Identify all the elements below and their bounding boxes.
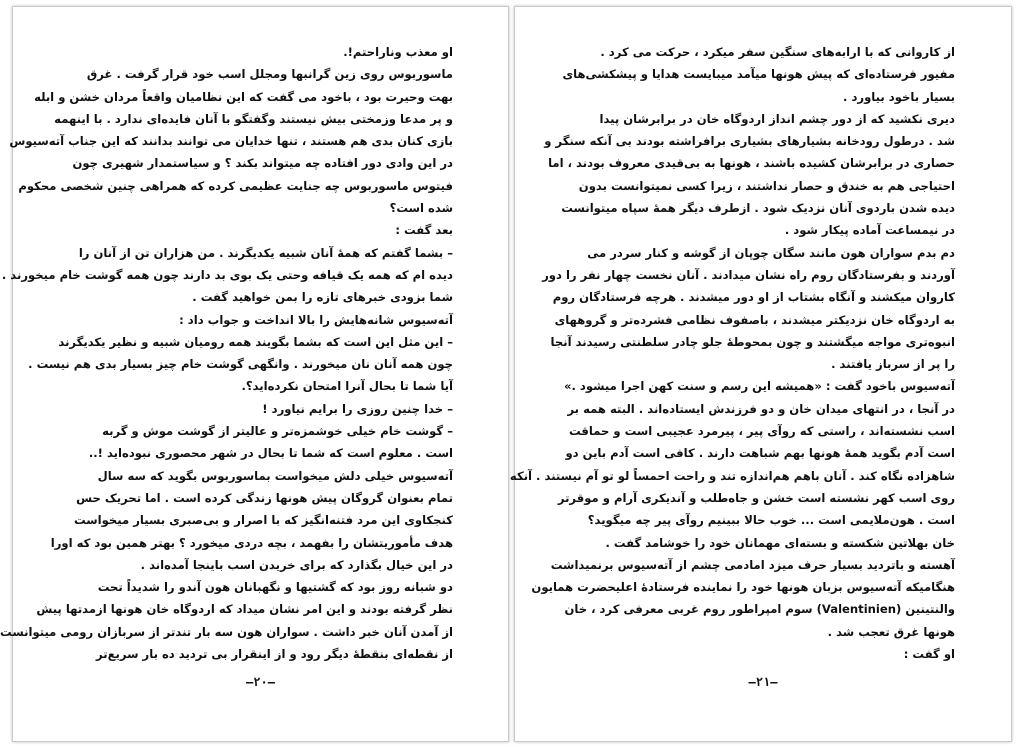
- text-line: در آنجا ، در انتهای میدان خان و دو فرزندش ایستاده‌اند . البته همه بر: [567, 401, 955, 416]
- text-line: او گفت :: [903, 647, 955, 662]
- left-page-text: [0, 41, 453, 671]
- text-line: حصاری در برابرشان کشیده باشند ، هونها به بی‌قیدی معروف بودند ، اما: [548, 156, 955, 171]
- text-line: چون همه آنان نان میخورند . وانگهی گوشت خام چیز بسیار بدی هم نیست .: [28, 357, 453, 372]
- text-line: در نیمساعت آماده پیکار شود .: [784, 223, 955, 238]
- text-line: است آدم بگوید همهٔ هونها بهم شباهت دارند . کافی است آدم باین دو: [565, 446, 955, 461]
- text-line: روی اسب کهر نشسته است خشن و جاه‌طلب و آندیکری آرام و موقرتر: [557, 490, 955, 505]
- text-line: شده است؟: [389, 201, 453, 216]
- text-line: هنگامیکه آته‌سیوس بزبان هونها خود را نماینده فرستادهٔ اعلیحضرت همایون: [531, 580, 955, 595]
- text-line: – بشما گفتم که همهٔ آنان شبیه یکدیگرند . من هزاران تن از آنان را: [78, 245, 453, 260]
- text-line: شد . درطول رودخانه بشیارهای بشیاری برافراشته بودند بی آنکه سنگر و: [544, 134, 955, 149]
- right-page-text: [509, 41, 955, 671]
- text-line: آیا شما تا بحال آنرا امتحان نکرده‌اید؟.: [241, 379, 453, 394]
- text-line: آوردند و بفرستادگان روم راه نشان میدادند . آنان نخست چهار نفر را دور: [542, 267, 955, 282]
- text-line: را پر از سرباز یافتند .: [831, 357, 955, 372]
- text-line: در این وادی دور افتاده چه میتواند بکند ؟ و سیاستمدار شهیری چون: [72, 156, 453, 171]
- text-line: در این خیال بگذارد که برای خریدن اسب باینجا آمده‌اند .: [140, 557, 453, 572]
- text-line: آهسته و باتردید بسیار حرف میزد امادمی چشم از آته‌سیوس برنمیداشت: [550, 557, 955, 572]
- text-line: دیده ام که همه یک قیافه وحتی یک بوی بد دارند چون همه گوشت خام میخورند .: [1, 267, 453, 282]
- text-line: از نقطه‌ای بنقطهٔ دیگر رود و از اینقرار بی تردید ده بار سریع‌تر: [96, 647, 453, 662]
- text-line: کاروان میکشند و آنگاه بشتاب از او دور میشدند . هرچه فرستادگان روم: [552, 290, 955, 305]
- text-line: – خدا چنین روزی را برایم نیاورد !: [262, 401, 453, 416]
- text-line: نظر گرفته بودند و این امر نشان میداد که اردوگاه خان هونها ازمدتها پیش: [36, 602, 453, 617]
- left-page-number: –٢٠–: [246, 675, 275, 689]
- text-line: بعد گفت :: [395, 223, 453, 238]
- text-line: دیری نکشید که از دور چشم انداز اردوگاه خان در برابرشان پیدا: [599, 111, 955, 126]
- text-line: – این مثل این است که بشما بگویند همه رومیان شبیه و نظیر یکدیگرند: [58, 334, 453, 349]
- text-line: و پر مدعا وزمختی بیش نیستند وگفتگو با آنان فایده‌ای ندارد . با اینهمه: [54, 111, 453, 126]
- text-line: احتیاجی هم به خندق و حصار نداشتند ، زیرا کسی نمیتوانست بدون: [578, 178, 955, 193]
- text-line: هونها غرق تعجب شد .: [827, 624, 955, 639]
- text-line: شاهزاده نگاه کند . آنان باهم هم‌اندازه تند و راحت احمساً لو تو آم نیستند . آنکه: [509, 468, 955, 483]
- text-line: دم بدم سواران هون مانند سگان چوپان از گوشه و کنار سردر می: [587, 245, 955, 260]
- text-line: دیده شدن باردوی آنان نزدیک شود . ازطرف دیگر همهٔ سپاه میتوانست: [561, 201, 955, 216]
- text-line: او معذب وناراحتم!.: [343, 45, 453, 59]
- text-line: به اردوگاه خان نزدیکتر میشدند ، باصفوف نظامی فشرده‌تر و گروههای: [554, 312, 955, 327]
- text-line: انبوه‌تری مواجه میگشتند و چون بمحوطهٔ جلو چادر سلطنتی رسیدند آنجا: [550, 334, 955, 349]
- text-line: والنتینین (Valentinien) سوم امپراطور روم غربی معرفی کرد ، خان: [564, 602, 955, 617]
- text-line: است . معلوم است که شما تا بحال در شهر محصوری نبوده‌اید !..: [88, 446, 453, 461]
- text-line: دو شبانه روز بود که گشتیها و نگهبانان هون آندو را شدیداً تحت: [97, 580, 453, 595]
- text-line: هدف مأموریتشان را بفهمد ، بچه دردی میخورد ؟ بهتر همین بود که اورا: [50, 535, 453, 550]
- text-line: – گوشت خام خیلی خوشمزه‌تر و عالیتر از گوشت موش و گربه: [102, 424, 453, 439]
- text-line: آته‌سیوس شانه‌هایش را بالا انداخت و جواب داد :: [179, 312, 453, 327]
- text-line: اسب نشسته‌اند ، راستی که روآی پیر ، پیرمرد عجیبی است و حماقت: [568, 424, 955, 439]
- text-line: آته‌سیوس باخود گفت : «همیشه این رسم و سنت کهن اجرا میشود .»: [563, 379, 955, 394]
- text-line: آته‌سیوس خیلی دلش میخواست بماسوربوس بگوید که سه سال: [97, 468, 453, 483]
- text-line: از آمدن آنان خبر داشت . سواران هون سه بار تندتر از سربازان رومی میتوانست: [0, 624, 453, 639]
- text-line: است . هون‌ملایمی است ... خوب حالا ببینیم روآی پیر چه میگوید؟: [587, 513, 955, 528]
- text-line: فیتوس ماسوربوس چه جنایت عظیمی کرده که همراهی چنین شخصی محکوم: [18, 178, 453, 193]
- text-line: مفیور فرستاده‌ای که پیش هونها میآمد میبایست هدایا و پیشکشی‌های: [562, 67, 955, 82]
- text-line: کنجکاوی این مرد فتنه‌انگیز که با اصرار و بی‌صبری بسیار میخواست: [74, 513, 453, 528]
- text-line: بسیار باخود بیاورد .: [843, 89, 955, 104]
- text-line: تمام بعنوان گروگان پیش هونها زندگی کرده است . اما تحریک حس: [76, 490, 453, 505]
- text-line: ماسوربوس روی زین گرانبها ومجلل اسب خود قرار گرفت . غرق: [86, 67, 453, 82]
- text-line: بازی کنان بدی هم هستند ، تنها خدایان می توانند بدانند که این جناب آته‌سیوس: [9, 134, 453, 149]
- text-line: خان بهلاتین شکسته و بسته‌ای مهمانان خود را خوشامد گفت .: [605, 535, 955, 550]
- text-line: از کاروانی که با ارابه‌های سنگین سفر میکرد ، حرکت می کرد .: [600, 45, 955, 59]
- right-page-number: –٢١–: [748, 675, 778, 689]
- text-line: شما بزودی خبرهای تازه را بمن خواهید گفت .: [192, 290, 453, 305]
- text-line: بهت وحیرت بود ، باخود می گفت که این نظامیان واقعاً مردان خشن و ابله: [34, 89, 453, 104]
- left-page: [0, 6, 509, 742]
- right-page: [509, 6, 1012, 742]
